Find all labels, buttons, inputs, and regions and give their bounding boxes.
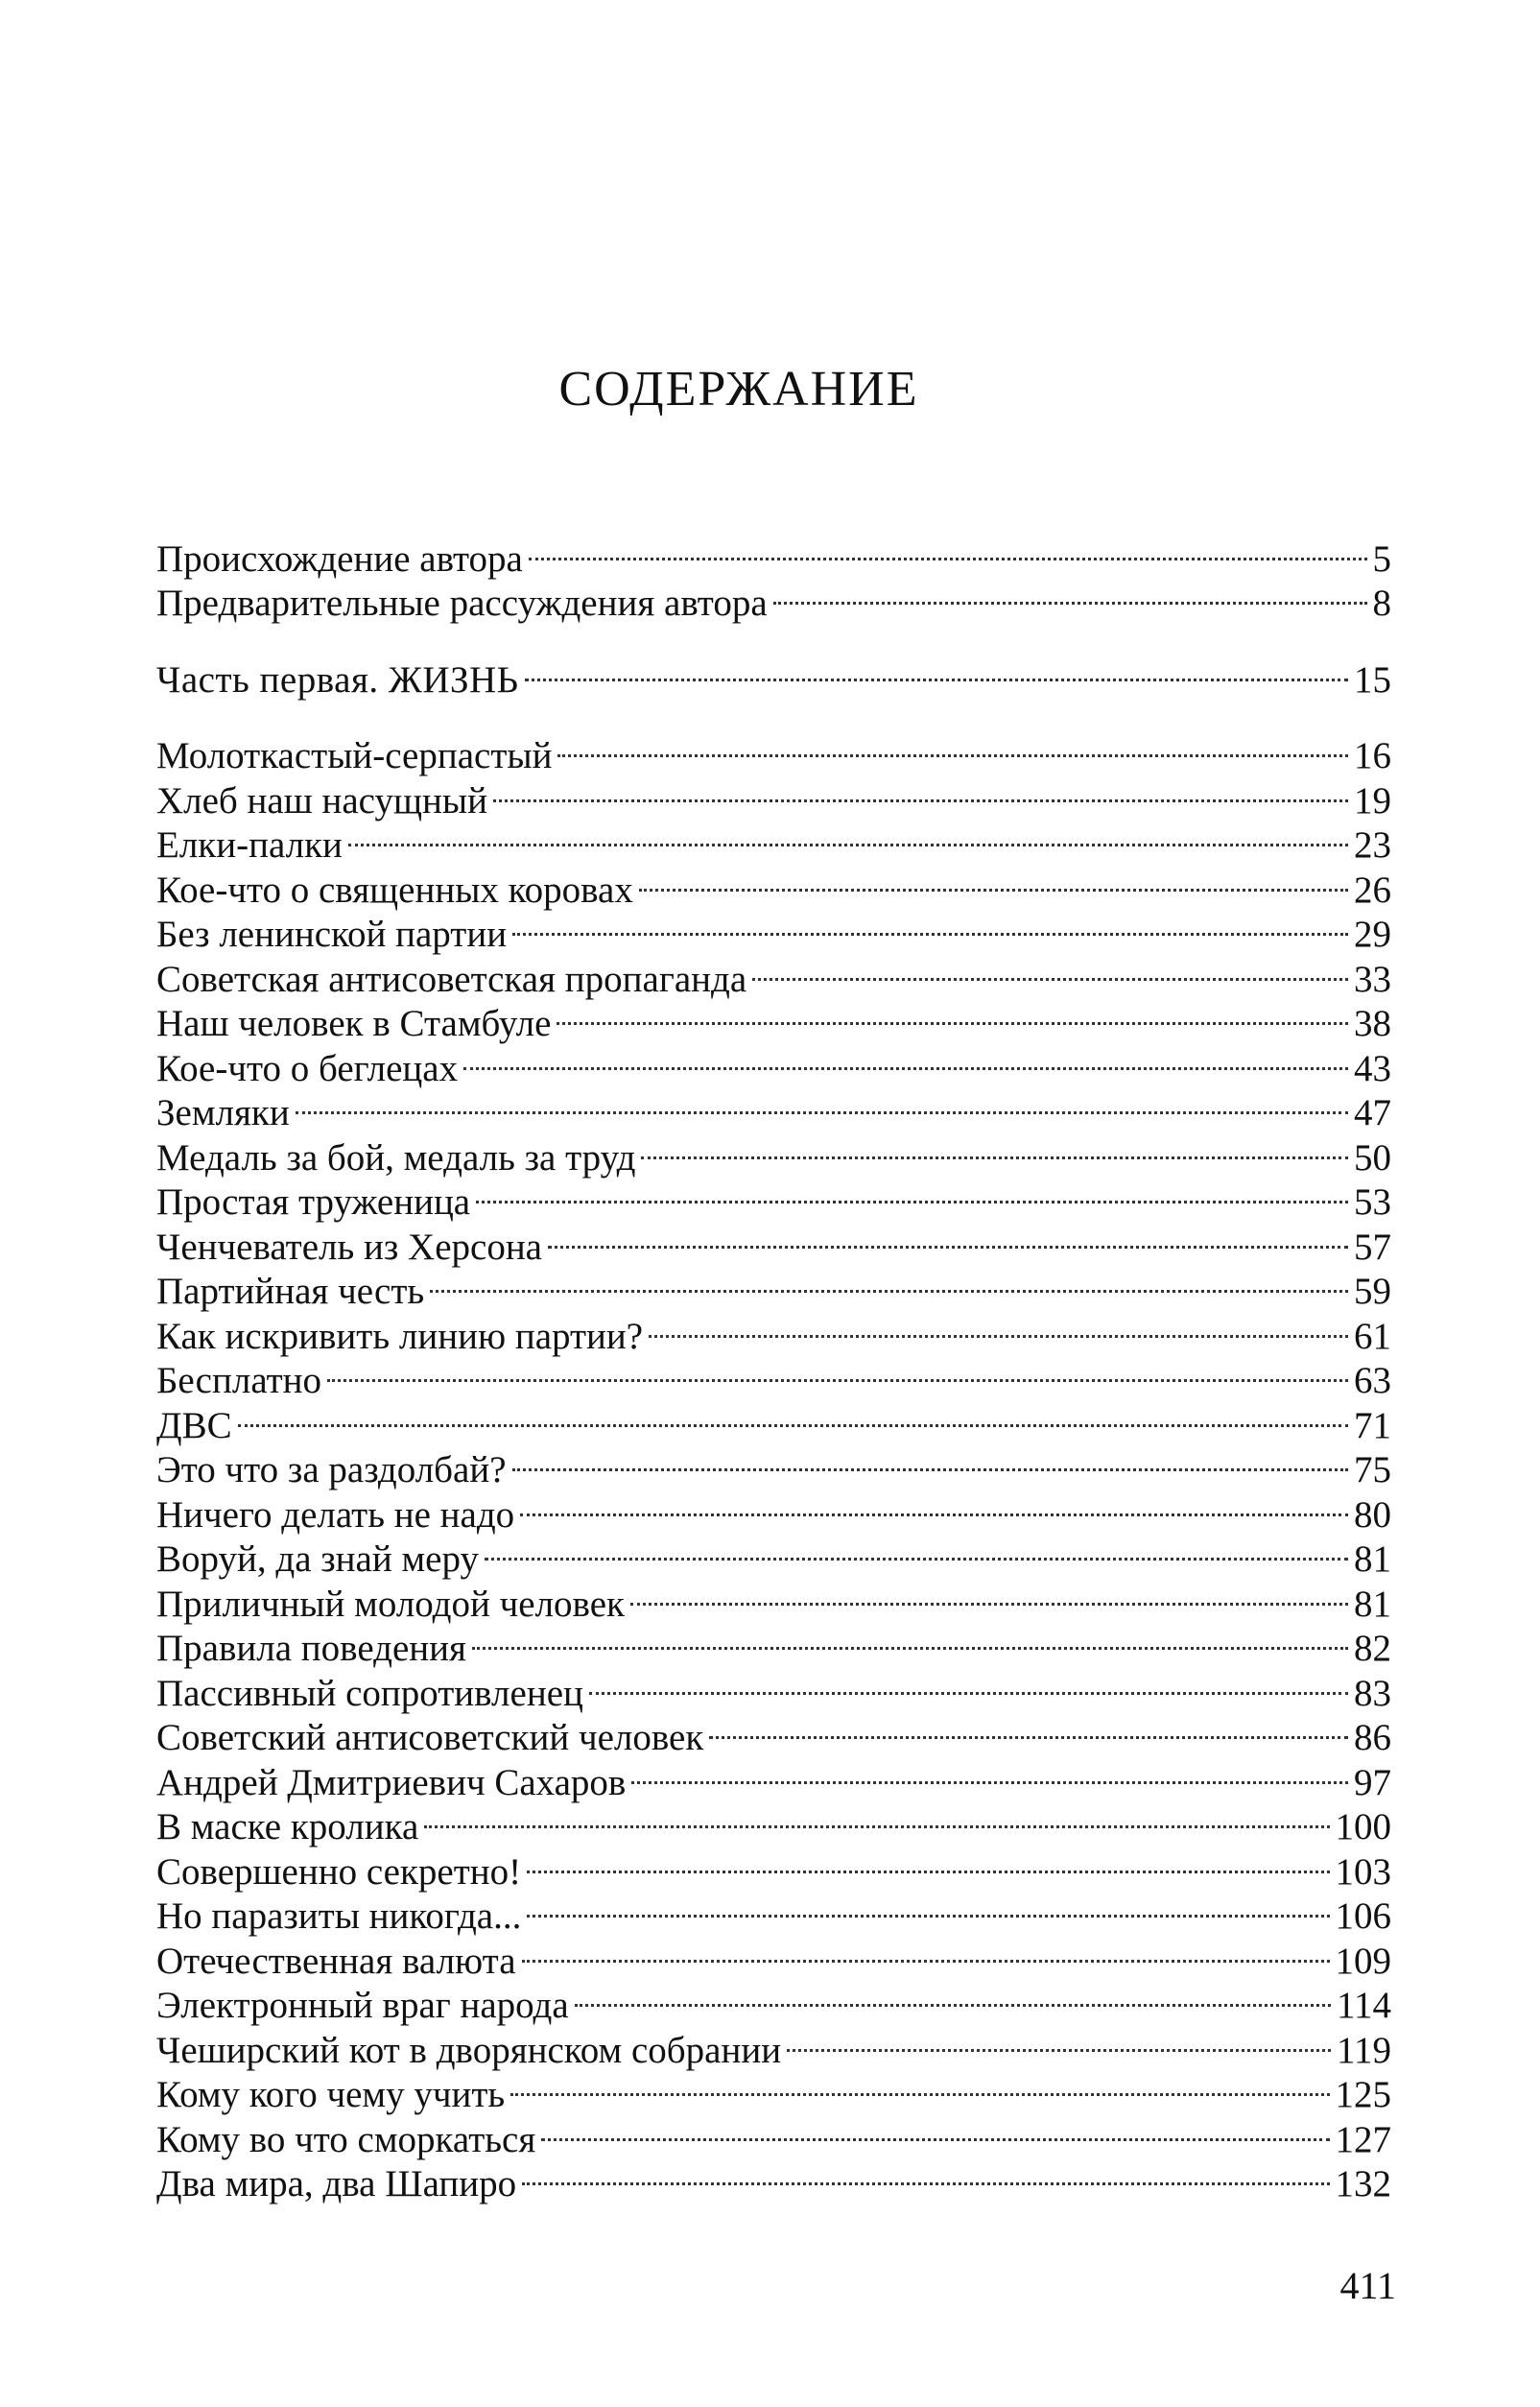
dot-leader [493,768,1348,813]
toc-entry-page: 132 [1335,2163,1391,2204]
dot-leader [485,1527,1348,1572]
toc-entry-page: 81 [1354,1538,1391,1580]
toc-entry-title: Без ленинской партии [156,914,508,955]
toc-entry-page: 61 [1354,1315,1391,1357]
dot-leader [630,1571,1348,1616]
dot-leader [430,1259,1348,1304]
toc-entry-page: 53 [1354,1181,1391,1223]
dot-leader [510,2062,1329,2108]
toc-entry-title: Кое-что о священных коровах [156,869,633,911]
toc-part-row[interactable] [156,647,1391,701]
toc-entry-page: 125 [1335,2074,1391,2115]
toc-entry-title: Советская антисоветская пропаганда [156,958,747,1000]
toc-entry-title: Как искривить линию партии? [156,1315,644,1357]
toc-entry-page: 97 [1354,1761,1391,1803]
dot-leader [709,1705,1348,1751]
toc-entry-page: 80 [1354,1493,1391,1536]
dot-leader [575,1973,1331,2018]
toc-entry-title: Кому во что сморкаться [156,2118,536,2160]
dot-leader [541,2107,1329,2152]
toc-entry-title: Кому кого чему учить [156,2074,506,2115]
toc-entry-title: ДВС [156,1404,232,1446]
toc-entry-title: Два мира, два Шапиро [156,2163,517,2204]
toc-entry-title: Советский антисоветский человек [156,1717,704,1758]
toc-entry-page: 82 [1354,1628,1391,1669]
dot-leader [296,1081,1348,1126]
toc-row[interactable] [156,1125,1391,1179]
toc-entry-title: Электронный враг народа [156,1985,569,2026]
dot-leader [529,526,1367,571]
toc-row[interactable] [156,1081,1391,1133]
dot-leader [512,902,1348,947]
toc-entry-title: В маске кролика [156,1806,419,1847]
toc-entry-title: Партийная честь [156,1271,425,1312]
toc-entry-page: 83 [1354,1672,1391,1714]
toc-entry-page: 119 [1336,2029,1391,2071]
toc-entry-page: 57 [1354,1226,1391,1268]
toc-entry-title: Происхождение автора [156,537,523,580]
dot-leader [752,946,1348,991]
toc-entry-page: 127 [1335,2118,1391,2160]
toc-entry-page: 75 [1354,1449,1391,1490]
toc-entry-title: Отечественная валюта [156,1940,516,1982]
dot-leader [512,1438,1348,1483]
dot-leader [557,724,1348,769]
toc-entry-title: Медаль за бой, медаль за труд [156,1136,636,1179]
toc-entry-page: 114 [1336,1985,1391,2026]
dot-leader [238,1393,1348,1438]
toc-entry-title: Простая труженица [156,1181,471,1223]
dot-leader [424,1795,1329,1840]
toc-entry-title: Предварительные рассуждения автора [156,583,768,624]
toc-entry-title: Чеширский кот в дворянском собрании [156,2029,782,2071]
toc-entry-page: 5 [1372,537,1391,580]
toc-entry-title: Воруй, да знай меру [156,1538,479,1580]
dot-leader [527,1884,1329,1929]
toc-entry-page: 43 [1354,1047,1391,1089]
toc-entry-title: Правила поведения [156,1628,466,1669]
toc-entry-title: Кое-что о беглецах [156,1047,459,1089]
dot-leader [548,1214,1348,1259]
toc-entry-title: Ченчеватель из Херсона [156,1226,542,1268]
toc-entry-page: 19 [1354,779,1391,822]
toc-entry-title: Это что за раздолбай? [156,1449,507,1490]
toc-row[interactable] [156,1348,1391,1401]
dot-leader [520,1482,1348,1527]
toc-row[interactable] [156,1438,1391,1490]
toc-entry-title: Наш человек в Стамбуле [156,1003,552,1044]
toc-entry-list [156,724,1391,2204]
dot-leader [527,1839,1329,1884]
toc-entry-page: 50 [1354,1136,1391,1179]
toc-entry-title: Приличный молодой человек [156,1583,625,1625]
toc-entry-page: 103 [1335,1850,1391,1893]
toc-entry-page: 59 [1354,1271,1391,1312]
toc-part-page: 15 [1354,658,1391,701]
dot-leader [589,1660,1348,1705]
toc-entry-page: 38 [1354,1003,1391,1044]
toc-entry-page: 23 [1354,824,1391,866]
dot-leader [631,1750,1348,1795]
toc-entry-title: Ничего делать не надо [156,1493,515,1536]
toc-entry-title: Хлеб наш насущный [156,779,487,822]
toc-entry-page: 47 [1354,1092,1391,1133]
dot-leader [639,857,1348,902]
toc-entry-page: 29 [1354,914,1391,955]
dot-leader [348,813,1348,858]
toc-entry-title: Но паразиты никогда... [156,1895,522,1937]
toc-entry-page: 106 [1335,1895,1391,1937]
toc-entry-page: 33 [1354,958,1391,1000]
toc-entry-title: Пассивный сопротивленец [156,1672,583,1714]
dot-leader [327,1348,1348,1394]
dot-leader [641,1125,1348,1170]
dot-leader [522,1928,1330,1973]
toc-entry-page: 109 [1335,1940,1391,1982]
toc-entry-title: Совершенно секретно! [156,1850,522,1893]
toc-entry-page: 86 [1354,1717,1391,1758]
toc-entry-page: 8 [1372,583,1391,624]
toc-entry-page: 100 [1335,1806,1391,1847]
dot-leader [649,1303,1348,1348]
dot-leader [476,1170,1348,1215]
toc-entry-page: 63 [1354,1360,1391,1401]
toc-entry-title: Земляки [156,1092,290,1133]
dot-leader [557,991,1348,1037]
toc-row[interactable] [156,526,1391,580]
toc-part-title: Часть первая. ЖИЗНЬ [156,658,519,701]
toc-row[interactable] [156,1393,1391,1446]
toc-entry-title: Бесплатно [156,1360,322,1401]
dot-leader [522,2152,1329,2197]
dot-leader [463,1036,1348,1081]
toc-entry-page: 16 [1354,735,1391,776]
toc-entry-title: Андрей Дмитриевич Сахаров [156,1761,627,1803]
page-number: 411 [1339,2264,1396,2307]
toc-entry-title: Елки-палки [156,824,343,866]
toc-entry-page: 71 [1354,1404,1391,1446]
toc-entry-page: 81 [1354,1583,1391,1625]
table-of-contents [156,526,1391,2204]
toc-entry-title: Молоткастый-серпастый [156,735,553,776]
dot-leader [773,571,1367,616]
page-title: СОДЕРЖАНИЕ [558,362,919,417]
dot-leader [787,2017,1331,2062]
toc-row[interactable] [156,724,1391,776]
dot-leader [525,647,1348,692]
toc-entry-page: 26 [1354,869,1391,911]
dot-leader [472,1616,1348,1661]
